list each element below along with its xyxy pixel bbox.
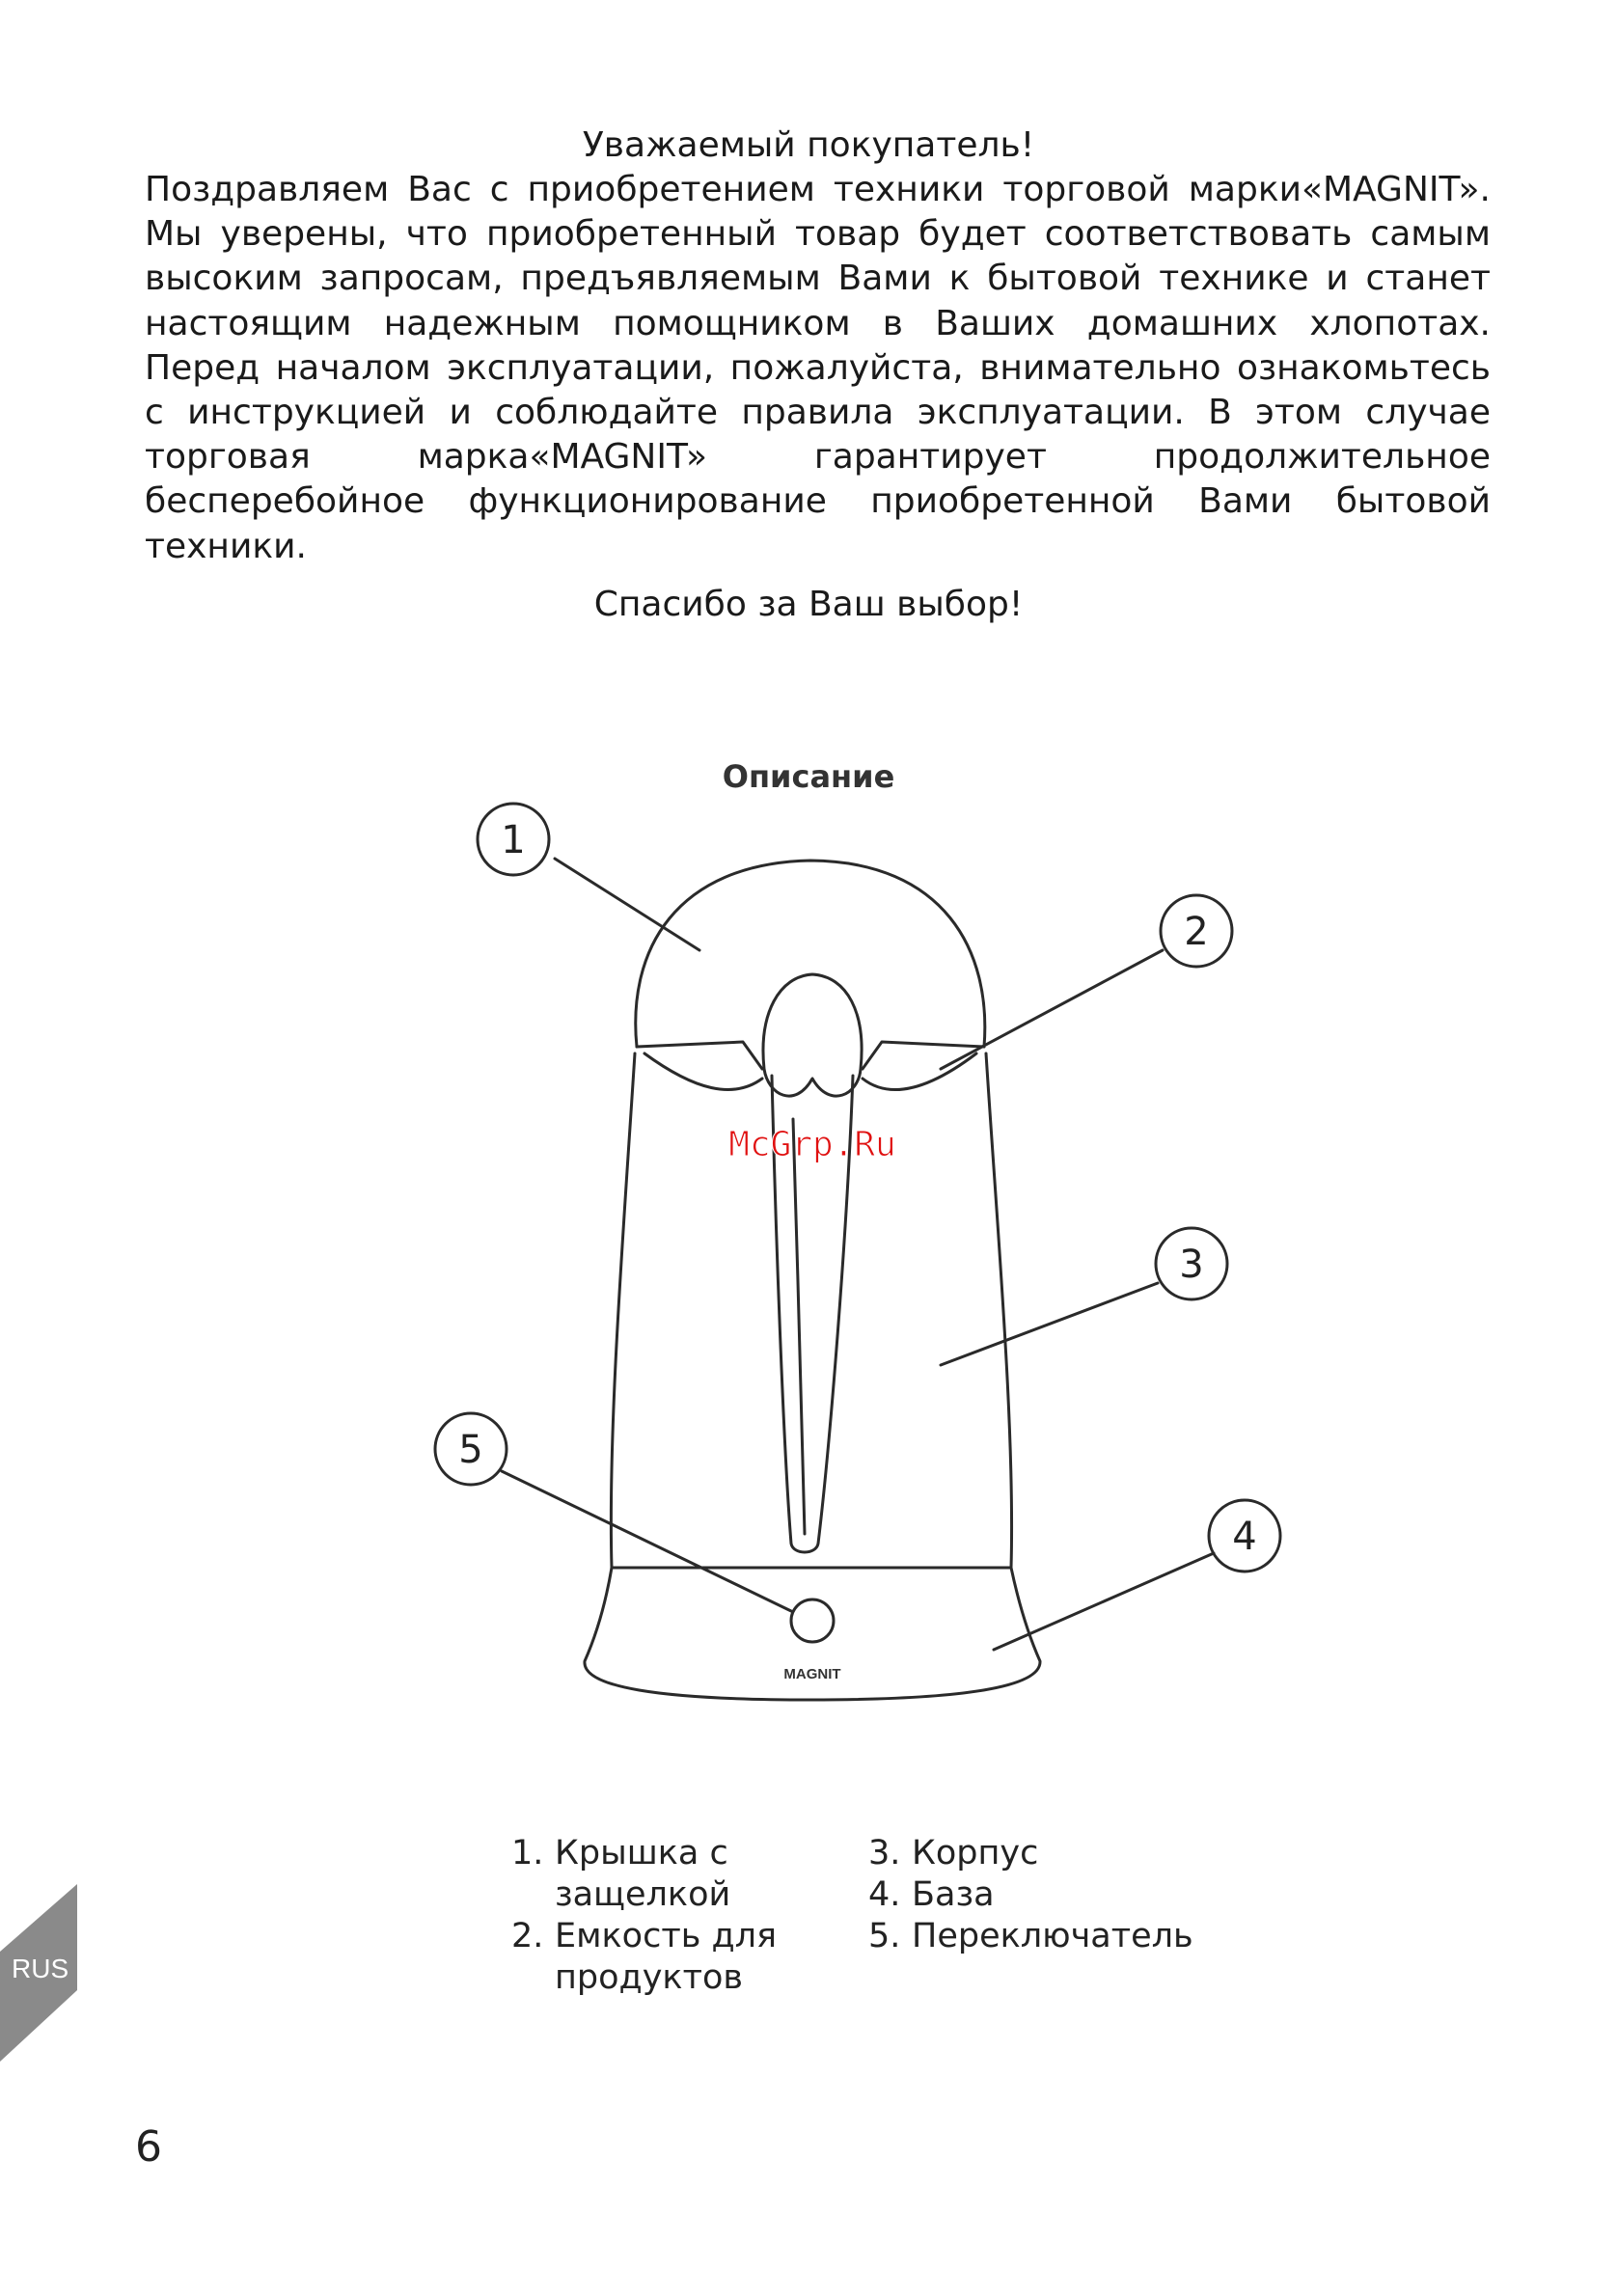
lid-rim-left	[637, 1042, 762, 1069]
legend-label: Корпус	[912, 1834, 1039, 1872]
legend-label: Емкость для продуктов	[555, 1917, 778, 1997]
switch-button	[791, 1599, 834, 1642]
callout-5: 5	[458, 1428, 483, 1472]
language-label: RUS	[12, 1954, 69, 1983]
legend-num: 2.	[511, 1917, 544, 1955]
legend-num: 1.	[511, 1834, 544, 1872]
latch-outline	[763, 974, 862, 1096]
page-number: 6	[135, 2122, 162, 2172]
legend-column-left	[511, 1833, 806, 1999]
container-window-inner	[793, 1119, 805, 1534]
callout-2: 2	[1184, 910, 1209, 954]
legend-item	[868, 1874, 1163, 1916]
intro-paragraph: Поздравляем Вас с приобретением техники торговой марки«MAGNIT». Мы уверены, что приобретенный товар будет соответствовать самым высоким запросам, предъявляемым Вами к бытовой технике и станет настоящим надежным помощником в Ваших домашних хлопотах. Перед началом эксплуатации, пожалуйста, внимательно ознакомьтесь с инструкцией и соблюдайте правила эксплуатации. В этом случае торговая марка«MAGNIT» гарантирует продолжительное бесперебойное функционирование приобретенной Вами бытовой техники.	[145, 170, 1491, 566]
greeting-heading: Уважаемый покупатель!	[582, 125, 1035, 165]
body-right-side	[986, 1053, 1012, 1568]
language-tab	[0, 1884, 77, 2062]
legend-label: База	[912, 1875, 995, 1914]
legend-num: 3.	[868, 1834, 901, 1872]
body-left-side	[611, 1053, 635, 1568]
legend-item	[511, 1833, 806, 1916]
thanks-line: Спасибо за Ваш выбор!	[593, 585, 1024, 624]
legend-label: Крышка с защелкой	[555, 1834, 731, 1914]
callout-1: 1	[501, 818, 526, 862]
section-title: Описание	[722, 758, 895, 795]
legend-num: 4.	[868, 1875, 901, 1914]
legend-column-right	[868, 1833, 1193, 1957]
legend-item	[868, 1916, 1193, 1957]
legend-num: 5.	[868, 1917, 901, 1955]
legend-label: Переключатель	[912, 1917, 1193, 1955]
brand-logo: MAGNIT	[783, 1666, 841, 1682]
legend-item	[868, 1833, 1163, 1874]
callout-4: 4	[1232, 1515, 1257, 1559]
watermark: McGrp.Ru	[728, 1125, 896, 1164]
lid-outline	[636, 861, 985, 1047]
legend-item	[511, 1916, 806, 1999]
callout-3: 3	[1179, 1243, 1204, 1287]
